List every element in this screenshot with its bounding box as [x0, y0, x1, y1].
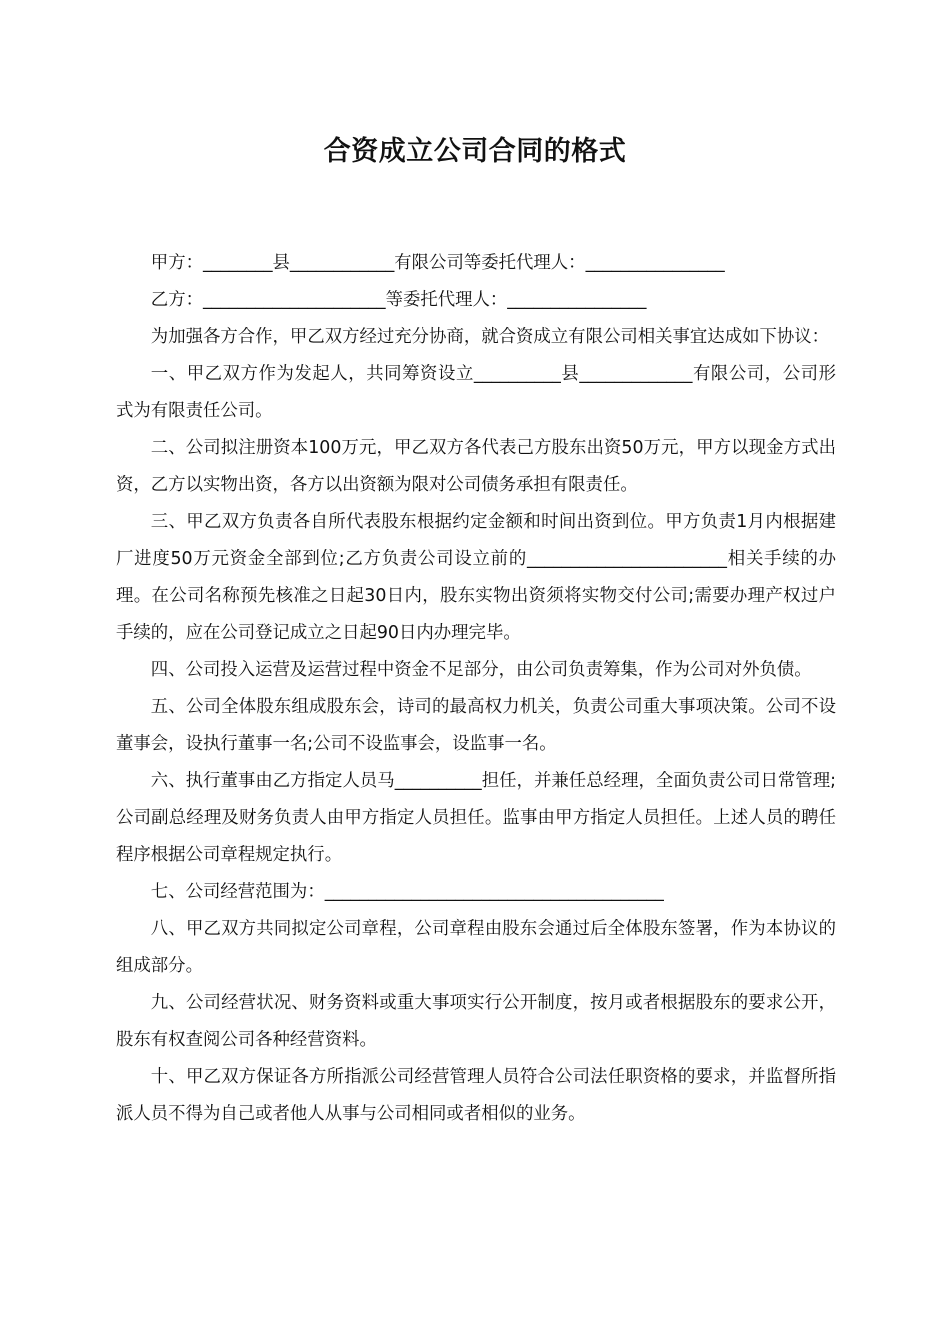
party-a-line: 甲方：________县____________有限公司等委托代理人：________________ [150, 253, 725, 273]
clause-7: 七、公司经营范围为：_______________________________________ [150, 882, 664, 902]
clause-2: 二、公司拟注册资本100万元，甲乙双方各代表己方股东出资50万元，甲方以现金方式出资，乙方以实物出资，各方以出资额为限对公司债务承担有限责任。 [116, 438, 836, 495]
clause-9: 九、公司经营状况、财务资料或重大事项实行公开制度，按月或者根据股东的要求公开，股东有权查阅公司各种经营资料。 [116, 993, 836, 1050]
clause-3: 三、甲乙双方负责各自所代表股东根据约定金额和时间出资到位。甲方负责1月内根据建厂进度50万元资金全部到位;乙方负责公司设立前的_______________________相关手续的办理。在公司名称预先核准之日起30日内，股东实物出资须将实物交付公司;需要办理产权过户手续的，应在公司登记成立之日起90日内办理完毕。 [116, 512, 836, 643]
party-b-line: 乙方：_____________________等委托代理人：________________ [150, 290, 647, 310]
clause-5: 五、公司全体股东组成股东会，诗司的最高权力机关，负责公司重大事项决策。公司不设董事会，设执行董事一名;公司不设监事会，设监事一名。 [116, 697, 836, 754]
clause-10: 十、甲乙双方保证各方所指派公司经营管理人员符合公司法任职资格的要求，并监督所指派人员不得为自己或者他人从事与公司相同或者相似的业务。 [116, 1067, 836, 1124]
document-body [116, 245, 836, 1133]
clause-4: 四、公司投入运营及运营过程中资金不足部分，由公司负责筹集，作为公司对外负债。 [150, 660, 812, 680]
preamble-paragraph: 为加强各方合作，甲乙双方经过充分协商，就合资成立有限公司相关事宜达成如下协议： [150, 327, 830, 347]
document-title: 合资成立公司合同的格式 [323, 136, 627, 167]
clause-8: 八、甲乙双方共同拟定公司章程，公司章程由股东会通过后全体股东签署，作为本协议的组成部分。 [116, 919, 836, 976]
clause-6: 六、执行董事由乙方指定人员马__________担任，并兼任总经理，全面负责公司日常管理;公司副总经理及财务负责人由甲方指定人员担任。监事由甲方指定人员担任。上述人员的聘任程序根据公司章程规定执行。 [116, 771, 836, 865]
clause-1: 一、甲乙双方作为发起人，共同筹资设立__________县_____________有限公司，公司形式为有限责任公司。 [116, 364, 836, 421]
